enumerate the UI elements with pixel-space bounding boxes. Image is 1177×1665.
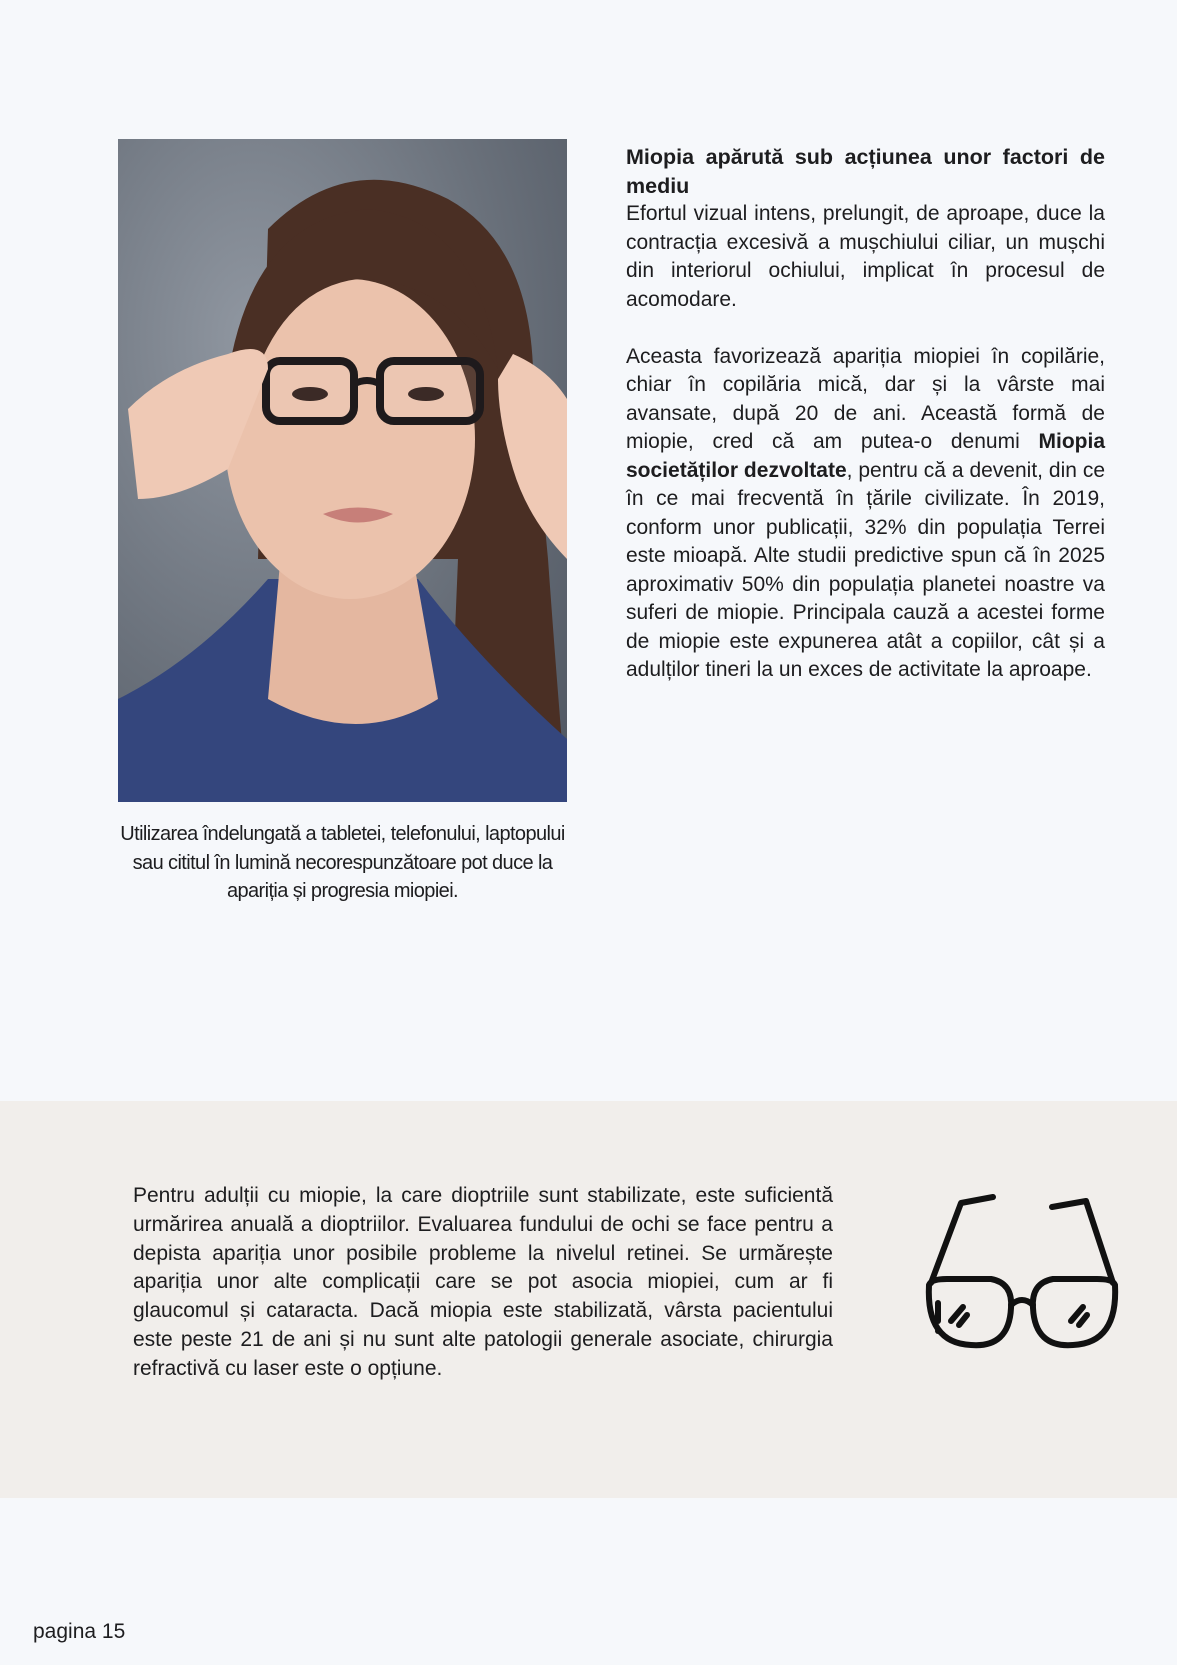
paragraph-2-text-start: Aceasta favorizează apariția miopiei în copilărie, chiar în copilăria mică, dar și la vârste mai avansate, după 20 de ani. Această formă de miopie, cred că am putea-o denumi — [626, 344, 1105, 453]
paragraph-2-bold-term: Miopia societăților dezvoltate — [626, 430, 1105, 482]
page-number: pagina 15 — [33, 1620, 126, 1643]
adult-myopia-note: Pentru adulții cu miopie, la care dioptriile sunt stabilizate, este suficientă urmărirea anuală a dioptriilor. Evaluarea fundului de ochi se face pentru a depista apariția unor posibile probleme la nivelul retinei. Se urmărește apariția unor alte complicații care se pot asocia miopiei, cum ar fi glaucomul și cataracta. Dacă miopia este stabilizată, vârsta pacientului este peste 21 de ani și nu sunt alte patologii generale asociate, chirurgia refractivă cu laser este o opțiune. — [133, 1184, 833, 1380]
article-title: Miopia apărută sub acțiunea unor factori de mediu — [626, 145, 1105, 198]
woman-with-glasses-photo — [118, 139, 567, 802]
eyeglasses-icon — [921, 1193, 1123, 1355]
article — [626, 143, 1105, 685]
photo-caption: Utilizarea îndelungată a tabletei, telefonului, laptopului sau cititul în lumină necorespunzătoare pot duce la apariția și progresia miopiei. — [120, 823, 565, 902]
article-paragraph-2 — [626, 343, 1105, 685]
paragraph-2-text-end: , pentru că a devenit, din ce în ce mai frecventă în țările civilizate. În 2019, conform unor publicații, 32% din populația Terrei este mioapă. Alte studii predictive spun că în 2025 aproximativ 50% din populația planetei noastre va suferi de miopie. Principala cauză a acestei forme de miopie este expunerea atât a copiilor, cât și a adulților tineri la un exces de activitate la aproape. — [626, 458, 1105, 681]
article-paragraph-1: Efortul vizual intens, prelungit, de aproape, duce la contracția excesivă a mușchiului ciliar, un mușchi din interiorul ochiului, implicat în procesul de acomodare. — [626, 202, 1105, 311]
